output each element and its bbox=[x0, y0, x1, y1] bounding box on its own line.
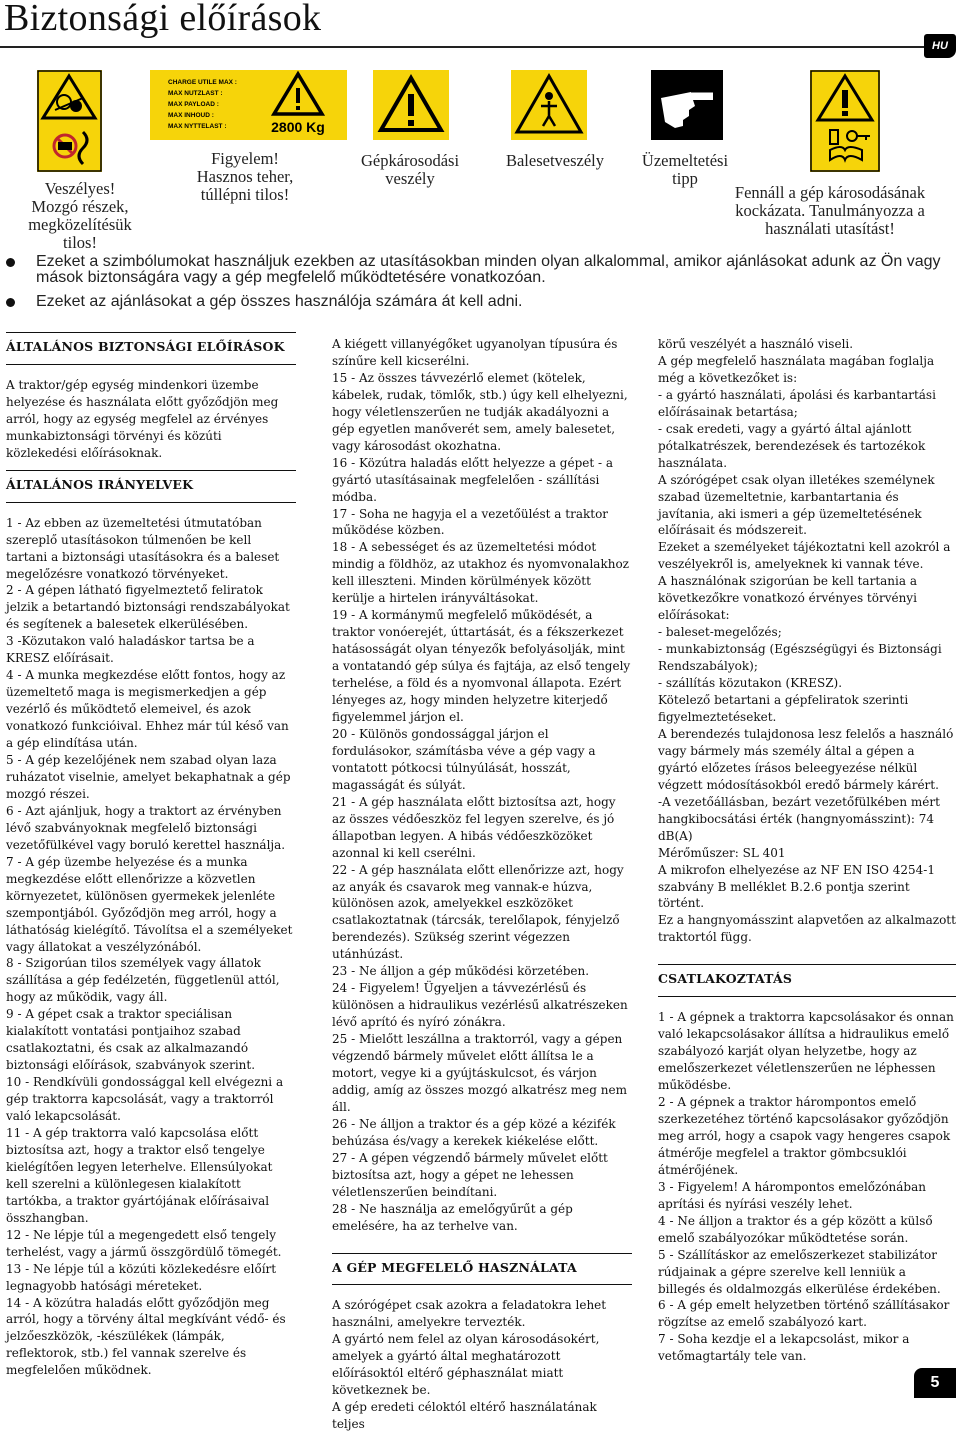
paragraph: A szórógépet csak azokra a feladatokra lehet használni, amelyekre tervezték. bbox=[332, 1298, 607, 1330]
section-heading: ÁLTALÁNOS BIZTONSÁGI ELŐÍRÁSOK bbox=[6, 332, 296, 365]
rule-item: 27 - A gépen végzendő bármely művelet előtt biztosítsa azt, hogy a gépet ne lehessen véletlenszerűen beindítani. bbox=[332, 1150, 608, 1199]
column-3 bbox=[658, 336, 956, 1365]
rule-item: 2 - A gépen látható figyelmeztető feliratok jelzik a betartandó biztonsági rendszabályokat és segítenek a balesetek elkerülésében. bbox=[6, 583, 290, 632]
svg-text:2800 Kg: 2800 Kg bbox=[271, 119, 325, 135]
rule-item: 17 - Soha ne hagyja el a vezetőülést a traktor működése közben. bbox=[332, 506, 609, 538]
paragraph: - szállítás közutakon (KRESZ). bbox=[658, 676, 843, 691]
rule-item: 7 - A gép üzembe helyezése és a munka megkezdése előtt ellenőrizze a közvetlen környezetet, különösen gyermekek jelenléte szempontjából. Győződjön meg arról, hogy a láthatóság kielégítő. Távolítsa el a személyeket vagy állatokat a veszélyzónából. bbox=[6, 854, 293, 954]
rule-item: 3 -Közutakon való haladáskor tartsa be a KRESZ előírásait. bbox=[6, 634, 255, 666]
rule-item: 12 - Ne lépje túl a megengedett első tengely terhelést, vagy a jármű összgördülő tömegét. bbox=[6, 1227, 282, 1259]
paragraph: Kötelező betartani a gépfeliratok szerinti figyelmeztetéseket. bbox=[658, 693, 909, 724]
paragraph: - a gyártó használati, ápolási és karbantartási előírásainak betartása; bbox=[658, 387, 936, 419]
svg-text:CHARGE UTILE MAX :: CHARGE UTILE MAX : bbox=[168, 79, 237, 86]
rule-item: 14 - A közútra haladás előtt győződjön meg arról, hogy a törvény által megkívánt védő- és jelzőeszközök, -készülékek (lámpák, reflektorok, stb.) fel vannak szerelve és megfelelően működnek. bbox=[6, 1295, 286, 1378]
paragraph: A mikrofon elhelyezése az NF EN ISO 4254-1 szabvány B melléklet B.2.6 pontja szerint történt. bbox=[658, 862, 935, 911]
rule-item: 24 - Figyelem! Ügyeljen a távvezérlésű és különösen a hidraulikus vezérlésű alkatrészeken lévő aprító és nyíró zónákra. bbox=[332, 981, 628, 1030]
paragraph: A használónak szigorúan be kell tartania a következőkre vonatkozó érvényes törvényi előírásokat: bbox=[658, 574, 917, 623]
paragraph: Ez a hangnyomásszint alapvetően az alkalmazott traktortól függ. bbox=[658, 913, 956, 945]
rule-item: 20 - Különös gondossággal járjon el fordulásokor, számításba véve a gép vagy a vontatott pótkocsi túlnyúlását, hosszát, magasságát és súlyát. bbox=[332, 726, 596, 792]
paragraph: - baleset-megelőzés; bbox=[658, 625, 782, 640]
rule-item: 19 - A kormánymű megfelelő működését, a traktor vonóerejét, úttartását, és a fékszerkezet hatásosságát olyan tényezők befolyásolják, mint a vontatandó gép súlya és fajtája, az első tengely terhelése, a föld és a nyomvonal állapota. Ezért lényeges az, hogy minden helyzetre kiterjedő figyelemmel járjon el. bbox=[332, 608, 631, 724]
rule-item: 21 - A gép használata előtt biztosítsa azt, hogy az összes védőeszköz fel legyen szerelve, és jó állapotban legyen. A hibás védőeszközöket azonnal ki kell cserélni. bbox=[332, 794, 616, 860]
rule-item: 8 - Szigorúan tilos személyek vagy állatok szállítása a gép fedélzetén, függetlenül attól, hogy az működik, vagy áll. bbox=[6, 956, 280, 1005]
page-number: 5 bbox=[914, 1368, 956, 1398]
rule-item: 4 - A munka megkezdése előtt fontos, hogy az üzemeltető maga is megismerkedjen a gép vezérlő és működtető elemeivel, és azok vonatkozó funkcióival. Ehhez már túl késő van a gép elindítása után. bbox=[6, 668, 289, 751]
caption-accident: Balesetveszély bbox=[505, 151, 605, 170]
rule-item: 1 - Az ebben az üzemeltetési útmutatóban szereplő utasításokon túlmenően be kell tartani a biztonsági utasításokra és a baleset megelőzésre vonatkozó törvényeket. bbox=[6, 515, 280, 581]
paragraph: - csak eredeti, vagy a gyártó által ajánlott pótalkatrészek, berendezések és tartozékok használata. bbox=[658, 421, 926, 470]
intro-bullet: Ezeket az ajánlásokat a gép összes használója számára át kell adni. bbox=[6, 294, 946, 310]
rule-item: 4 - Ne álljon a traktor és a gép között a külső emelő szabályozókar működtetése során. bbox=[658, 1213, 933, 1245]
rule-item: 10 - Rendkívüli gondossággal kell elvégezni a gép traktorra kapcsolását, vagy a traktorról való lekapcsolását. bbox=[6, 1075, 284, 1124]
intro-bullet: Ezeket a szimbólumokat használjuk ezekben az utasításokban minden olyan alkalommal, amikor ajánlásokat adunk az Ön vagy mások biztonságára vagy a gép megfelelő működtetésére vonatkozóan. bbox=[6, 254, 946, 286]
paragraph: A gép eredeti céloktól eltérő használatának teljes bbox=[332, 1400, 597, 1432]
payload-plate-icon bbox=[150, 70, 347, 140]
paragraph: -A vezetőállásban, bezárt vezetőfülkében mért hangkibocsátási érték (hangnyomásszint): 74 dB(A) bbox=[658, 794, 940, 843]
section-heading: A GÉP MEGFELELŐ HASZNÁLATA bbox=[332, 1253, 632, 1286]
svg-text:MAX NUTZLAST :: MAX NUTZLAST : bbox=[168, 90, 223, 97]
caption-read-manual: Fennáll a gép károsodásának kockázata. Tanulmányozza a használati utasítást! bbox=[734, 183, 926, 238]
rule-item: 7 - Soha kezdje el a lekapcsolást, mikor a vetőmagtartály tele van. bbox=[658, 1332, 910, 1364]
rule-item: 25 - Mielőtt leszállna a traktorról, vagy a gépen végzendő bármely művelet előtt állítsa le a motort, vegye ki a gyújtáskulcsot, és várjon addig, amíg az összes mozgó alkatrész meg nem áll. bbox=[332, 1032, 627, 1114]
svg-text:MAX INHOUD :: MAX INHOUD : bbox=[168, 112, 214, 119]
rule-item: 9 - A gépet csak a traktor speciálisan kialakított vontatási pontjaihoz szabad csatlakoztatni, és csak az alkalmazandó biztonsági előírások, szabványok szerint. bbox=[6, 1007, 256, 1073]
column-2 bbox=[332, 336, 632, 1433]
paragraph: A szórógépet csak olyan illetékes személynek szabad üzemeltetnie, karbantartania és javítania, aki ismeri a gép üzemeltetésének előírásait és módszereit. bbox=[658, 472, 935, 538]
paragraph: A gyártó nem felel az olyan károsodásokért, amelyek a gyártó által meghatározott előírásoktól eltérő géphasználat miatt következnek be. bbox=[332, 1332, 600, 1398]
rule-item: 26 - Ne álljon a traktor és a gép közé a kézifék behúzása és/vagy a kerekek kiékelése előtt. bbox=[332, 1116, 616, 1148]
paragraph: A traktor/gép egység mindenkori üzembe helyezése és használata előtt győződjön meg arról, hogy az egység megfelel az érvényes munkabiztonsági törvényi és közúti közlekedési előírásoknak. bbox=[6, 377, 279, 460]
caption-tip: Üzemeltetési tipp bbox=[641, 151, 729, 188]
bullet-dot bbox=[6, 298, 15, 307]
rule-item: 6 - Azt ajánljuk, hogy a traktort az érvényben lévő szabványoknak megfelelő biztonsági vezetőfülkével vagy boruló kerettel használja. bbox=[6, 803, 286, 852]
rule-item: 2 - A gépnek a traktor hárompontos emelő szerkezetéhez történő kapcsolásakor győződjön meg arról, hogy a csapok vagy hengeres csapok átmérője megfelel a traktor gömbcsuklói átmérőjének. bbox=[658, 1095, 951, 1177]
svg-text:MAX NYTTELAST :: MAX NYTTELAST : bbox=[168, 123, 227, 130]
section-heading: ÁLTALÁNOS IRÁNYELVEK bbox=[6, 470, 296, 503]
rule-item: 5 - A gép kezelőjének nem szabad olyan laza ruházatot viselnie, amelyet bekaphatnak a gép mozgó részei. bbox=[6, 753, 291, 801]
moving-parts-warning-icon bbox=[37, 70, 102, 172]
rule-item: 11 - A gép traktorra való kapcsolása előtt biztosítsa azt, hogy a traktor első tengelye kielégítően legyen leterhelve. Ellensúlyokat kell szerelni a különlegesen kialakított tartókba, a traktor gyártójának előírásaival összhangban. bbox=[6, 1125, 273, 1225]
caption-moving-parts: Veszélyes! Mozgó részek, megközelítésük tilos! bbox=[28, 179, 132, 252]
paragraph: körű veszélyét a használó viseli. bbox=[658, 337, 854, 351]
rule-item: 5 - Szállításkor az emelőszerkezet stabilizátor rúdjainak a gépre szerelve kell lenniük a billegés és oldalmozgás elkerülése érdekében. bbox=[658, 1247, 941, 1296]
rule-item: 6 - A gép emelt helyzetben történő szállításakor rögzítse az emelő szabályozó kart. bbox=[658, 1298, 950, 1330]
rule-item: 28 - Ne használja az emelőgyűrűt a gép emelésére, ha az terhelve van. bbox=[332, 1201, 573, 1233]
rule-item: 16 - Közútra haladás előtt helyezze a gépet - a gyártó utasításainak megfelelően - szállítási módba. bbox=[332, 455, 614, 504]
rule-item: 23 - Ne álljon a gép működési körzetében. bbox=[332, 964, 590, 979]
page-title: Biztonsági előírások bbox=[4, 0, 322, 39]
accident-danger-icon bbox=[511, 70, 587, 140]
warning-triangle-icon bbox=[373, 70, 449, 140]
rule-item: 13 - Ne lépje túl a közúti közlekedésre előírt legnagyobb hatósági méreteket. bbox=[6, 1261, 277, 1293]
svg-text:MAX PAYLOAD :: MAX PAYLOAD : bbox=[168, 101, 219, 108]
paragraph: Mérőműszer: SL 401 bbox=[658, 845, 786, 860]
title-rule bbox=[0, 46, 924, 48]
rule-item: A kiégett villanyégőket ugyanolyan típusúra és színűre kell kicserélni. bbox=[332, 337, 618, 368]
spacer bbox=[332, 1235, 632, 1245]
paragraph: A gép megfelelő használata magában foglalja még a következőket is: bbox=[658, 353, 935, 385]
paragraph: A berendezés tulajdonosa lesz felelős a használó vagy bármely más személy által a gépen a gyártó előzetes írásos beleegyezése nélkül végzett módosításokból eredő bármely kárért. bbox=[658, 726, 954, 792]
rule-item: 15 - Az összes távvezérlő elemet (kötelek, kábelek, rudak, tömlők, stb.) úgy kell elhelyezni, hogy véletlenszerűen ne tudják akadályozni a gép egyetlen manőverét sem, amely balesetet, vagy károsodást okozhatna. bbox=[332, 370, 628, 453]
rule-item: 3 - Figyelem! A hárompontos emelőzónában aprítási és nyírási veszély lehet. bbox=[658, 1179, 926, 1211]
paragraph: - munkabiztonság (Egészségügyi és Biztonsági Rendszabályok); bbox=[658, 642, 942, 674]
spacer bbox=[658, 946, 956, 956]
column-1 bbox=[6, 332, 296, 1379]
language-badge: HU bbox=[924, 34, 956, 58]
rule-item: 18 - A sebességet és az üzemeltetési módot mindig a földhöz, az utakhoz és nyomvonalakhoz kell illeszteni. Minden körülmények között kerülje a hirtelen irányváltásokat. bbox=[332, 540, 629, 606]
paragraph: Ezeket a személyeket tájékoztatni kell azokról a veszélyekről is, amelyeknek ki vannak téve. bbox=[658, 540, 951, 572]
rule-item: 22 - A gép használata előtt ellenőrizze azt, hogy az anyák és csavarok meg vannak-e húzva, különösen azok, amelyekkel eszközöket csatlakoztatnak (tárcsák, terelőlapok, fényjelző berendezés). Szükség szerint végezzen utánhúzást. bbox=[332, 862, 624, 962]
intro-notes bbox=[6, 254, 946, 318]
read-manual-icon bbox=[810, 70, 880, 172]
pointing-hand-icon bbox=[651, 70, 723, 140]
section-heading: CSATLAKOZTATÁS bbox=[658, 964, 956, 997]
caption-machine-damage: Gépkárosodási veszély bbox=[360, 151, 460, 188]
caption-payload: Figyelem! Hasznos teher, túllépni tilos! bbox=[196, 149, 294, 204]
bullet-dot bbox=[6, 258, 15, 267]
rule-item: 1 - A gépnek a traktorra kapcsolásakor és onnan való lekapcsolásakor állítsa a hidraulikus emelő szabályozó karját olyan helyzetbe, hogy az emelőszerkezet véletlenszerűen ne léphessen működésbe. bbox=[658, 1010, 954, 1093]
